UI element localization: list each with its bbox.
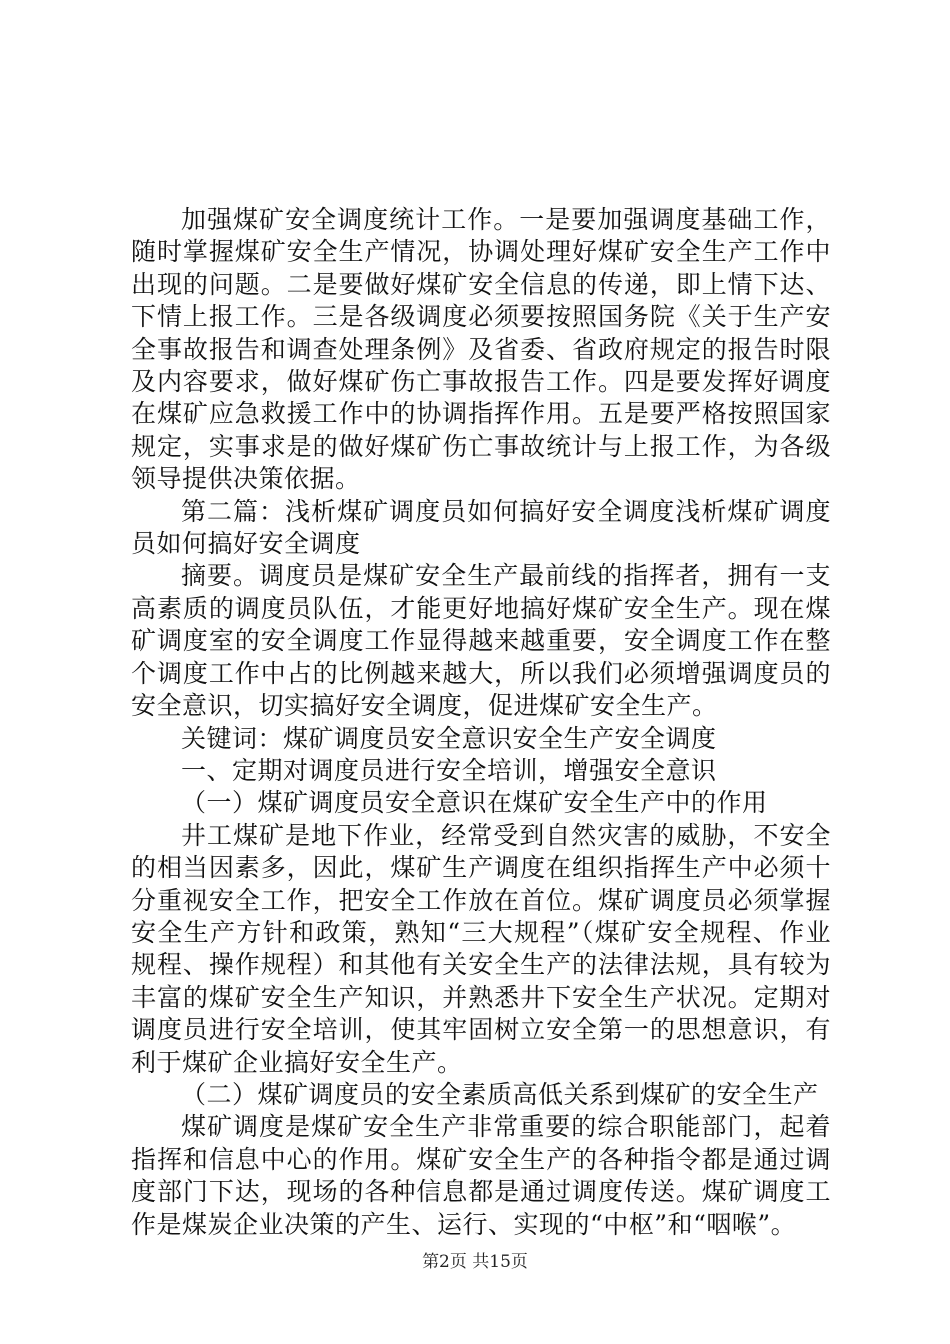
section-heading-1: 一、定期对调度员进行安全培训，增强安全意识: [181, 755, 717, 785]
subsection-heading-2: （二）煤矿调度员的安全素质高低关系到煤矿的安全生产: [181, 1079, 819, 1109]
page-number-footer: 第2页 共15页: [422, 1252, 528, 1272]
subsection-heading-1: （一）煤矿调度员安全意识在煤矿安全生产中的作用: [181, 788, 768, 818]
document-body: [131, 204, 831, 1241]
paragraph-safety-role: 井工煤矿是地下作业，经常受到自然灾害的威胁，不安全的相当因素多，因此，煤矿生产调度在组织指挥生产中必须十分重视安全工作，把安全工作放在首位。煤矿调度员必须掌握安全生产方针和政策，熟知“三大规程”（煤矿安全规程、作业规程、操作规程）和其他有关安全生产的法律法规，具有较为丰富的煤矿安全生产知识，并熟悉井下安全生产状况。定期对调度员进行安全培训，使其牢固树立安全第一的思想意识，有利于煤矿企业搞好安全生产。: [131, 820, 831, 1077]
article-title: 第二篇：浅析煤矿调度员如何搞好安全调度浅析煤矿调度员如何搞好安全调度: [131, 496, 831, 559]
paragraph-abstract: 摘要。调度员是煤矿安全生产最前线的指挥者，拥有一支高素质的调度员队伍，才能更好地搞好煤矿安全生产。现在煤矿调度室的安全调度工作显得越来越重要，安全调度工作在整个调度工作中占的比例越来越大，所以我们必须增强调度员的安全意识，切实搞好安全调度，促进煤矿安全生产。: [131, 561, 831, 721]
paragraph-keywords: 关键词：煤矿调度员安全意识安全生产安全调度: [181, 723, 717, 753]
paragraph-statistics: 加强煤矿安全调度统计工作。一是要加强调度基础工作，随时掌握煤矿安全生产情况，协调处理好煤矿安全生产工作中出现的问题。二是要做好煤矿安全信息的传递，即上情下达、下情上报工作。三是各级调度必须要按照国务院《关于生产安全事故报告和调查处理条例》及省委、省政府规定的报告时限及内容要求，做好煤矿伤亡事故报告工作。四是要发挥好调度在煤矿应急救援工作中的协调指挥作用。五是要严格按照国家规定，实事求是的做好煤矿伤亡事故统计与上报工作，为各级领导提供决策依据。: [131, 205, 831, 494]
paragraph-dispatch-center: 煤矿调度是煤矿安全生产非常重要的综合职能部门，起着指挥和信息中心的作用。煤矿安全生产的各种指令都是通过调度部门下达，现场的各种信息都是通过调度传送。煤矿调度工作是煤炭企业决策的产生、运行、实现的“中枢”和“咽喉”。: [131, 1112, 831, 1239]
